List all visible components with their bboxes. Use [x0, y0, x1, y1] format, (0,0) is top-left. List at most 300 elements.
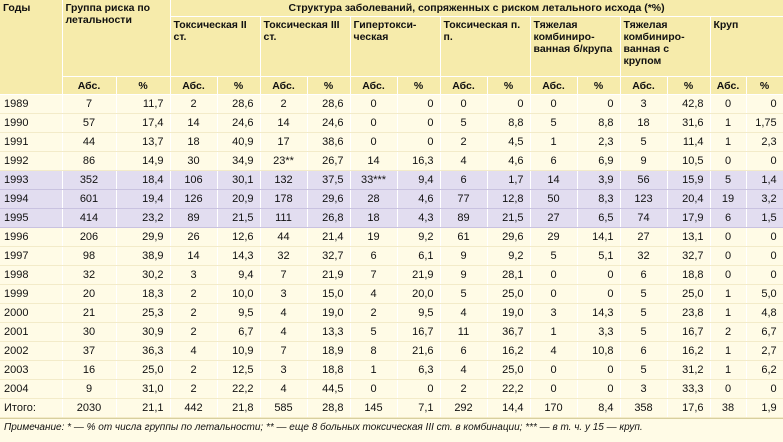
pct-cell: 1,7 — [487, 171, 530, 190]
abs-cell: 106 — [170, 171, 217, 190]
pct-cell: 14,3 — [217, 247, 260, 266]
abs-cell: 5 — [530, 247, 577, 266]
abs-cell: 4 — [440, 304, 487, 323]
pct-cell: 18,9 — [307, 342, 350, 361]
header-disease: Круп — [710, 17, 783, 77]
pct-cell: 0 — [487, 95, 530, 114]
pct-cell: 14,3 — [577, 304, 620, 323]
year-cell: 2004 — [0, 380, 62, 399]
header-pct: % — [746, 77, 783, 95]
pct-cell: 5,1 — [577, 247, 620, 266]
abs-cell: 32 — [62, 266, 116, 285]
pct-cell: 8,8 — [487, 114, 530, 133]
header-abs: Абс. — [440, 77, 487, 95]
header-abs: Абс. — [620, 77, 667, 95]
abs-cell: 5 — [440, 285, 487, 304]
header-abs: Абс. — [350, 77, 397, 95]
abs-cell: 4 — [260, 323, 307, 342]
pct-cell: 8,4 — [577, 399, 620, 418]
pct-cell: 29,9 — [116, 228, 170, 247]
abs-cell: 19 — [350, 228, 397, 247]
header-pct: % — [487, 77, 530, 95]
abs-cell: 0 — [530, 380, 577, 399]
abs-cell: 4 — [440, 152, 487, 171]
pct-cell: 18,8 — [667, 266, 710, 285]
table-row — [0, 380, 783, 399]
abs-cell: 1 — [710, 361, 746, 380]
abs-cell: 9 — [62, 380, 116, 399]
abs-cell: 2 — [170, 361, 217, 380]
pct-cell: 14,4 — [487, 399, 530, 418]
pct-cell: 21,5 — [217, 209, 260, 228]
abs-cell: 0 — [350, 95, 397, 114]
year-cell: 1991 — [0, 133, 62, 152]
pct-cell: 6,3 — [397, 361, 440, 380]
pct-cell: 11,7 — [116, 95, 170, 114]
pct-cell: 30,9 — [116, 323, 170, 342]
pct-cell: 21,4 — [307, 228, 350, 247]
pct-cell: 38,9 — [116, 247, 170, 266]
abs-cell: 9 — [440, 266, 487, 285]
abs-cell: 77 — [440, 190, 487, 209]
table-footnote: Примечание: * — % от числа группы по летальности; ** — еще 8 больных токсическая III ст. в комбинации; *** — в т. ч. у 15 — круп. — [0, 418, 783, 437]
pct-cell: 16,2 — [667, 342, 710, 361]
pct-cell: 0 — [577, 266, 620, 285]
abs-cell: 0 — [710, 95, 746, 114]
abs-cell: 442 — [170, 399, 217, 418]
pct-cell: 4,6 — [487, 152, 530, 171]
pct-cell: 9,2 — [487, 247, 530, 266]
pct-cell: 15,9 — [667, 171, 710, 190]
year-cell: Итого: — [0, 399, 62, 418]
abs-cell: 126 — [170, 190, 217, 209]
pct-cell: 34,9 — [217, 152, 260, 171]
abs-cell: 16 — [62, 361, 116, 380]
abs-cell: 0 — [530, 285, 577, 304]
abs-cell: 21 — [62, 304, 116, 323]
pct-cell: 12,8 — [487, 190, 530, 209]
pct-cell: 17,9 — [667, 209, 710, 228]
abs-cell: 98 — [62, 247, 116, 266]
pct-cell: 25,0 — [116, 361, 170, 380]
abs-cell: 4 — [530, 342, 577, 361]
pct-cell: 1,9 — [746, 399, 783, 418]
pct-cell: 4,5 — [487, 133, 530, 152]
table-row — [0, 95, 783, 114]
abs-cell: 5 — [620, 361, 667, 380]
header-structure: Структура заболеваний, сопряженных с риском летального исхода (*%) — [170, 0, 783, 17]
abs-cell: 0 — [710, 152, 746, 171]
table-row — [0, 266, 783, 285]
header-disease: Гипертокси-ческая — [350, 17, 440, 77]
pct-cell: 9,4 — [397, 171, 440, 190]
table-row — [0, 342, 783, 361]
pct-cell: 23,8 — [667, 304, 710, 323]
abs-cell: 6 — [710, 209, 746, 228]
pct-cell: 17,6 — [667, 399, 710, 418]
pct-cell: 18,4 — [116, 171, 170, 190]
abs-cell: 6 — [530, 152, 577, 171]
year-cell: 2003 — [0, 361, 62, 380]
abs-cell: 23** — [260, 152, 307, 171]
pct-cell: 18,8 — [307, 361, 350, 380]
abs-cell: 5 — [620, 304, 667, 323]
abs-cell: 7 — [62, 95, 116, 114]
pct-cell: 40,9 — [217, 133, 260, 152]
abs-cell: 33*** — [350, 171, 397, 190]
abs-cell: 2 — [170, 304, 217, 323]
abs-cell: 6 — [620, 342, 667, 361]
pct-cell: 13,7 — [116, 133, 170, 152]
pct-cell: 16,2 — [487, 342, 530, 361]
abs-cell: 1 — [530, 133, 577, 152]
header-disease: Тяжелая комбиниро-ванная с крупом — [620, 17, 710, 77]
pct-cell: 28,8 — [307, 399, 350, 418]
pct-cell: 8,8 — [577, 114, 620, 133]
abs-cell: 5 — [530, 114, 577, 133]
pct-cell: 29,6 — [487, 228, 530, 247]
abs-cell: 3 — [170, 266, 217, 285]
abs-cell: 18 — [350, 209, 397, 228]
abs-cell: 0 — [350, 380, 397, 399]
abs-cell: 32 — [620, 247, 667, 266]
header-abs: Абс. — [260, 77, 307, 95]
pct-cell: 21,5 — [487, 209, 530, 228]
abs-cell: 2 — [440, 380, 487, 399]
abs-cell: 89 — [440, 209, 487, 228]
header-abs: Абс. — [530, 77, 577, 95]
abs-cell: 57 — [62, 114, 116, 133]
header-pct: % — [667, 77, 710, 95]
pct-cell: 10,8 — [577, 342, 620, 361]
pct-cell: 24,6 — [307, 114, 350, 133]
abs-cell: 6 — [620, 266, 667, 285]
abs-cell: 1 — [710, 285, 746, 304]
pct-cell: 44,5 — [307, 380, 350, 399]
abs-cell: 352 — [62, 171, 116, 190]
abs-cell: 4 — [260, 380, 307, 399]
abs-cell: 111 — [260, 209, 307, 228]
abs-cell: 1 — [710, 133, 746, 152]
pct-cell: 1,75 — [746, 114, 783, 133]
abs-cell: 18 — [170, 133, 217, 152]
abs-cell: 4 — [350, 285, 397, 304]
abs-cell: 5 — [620, 133, 667, 152]
pct-cell: 30,2 — [116, 266, 170, 285]
pct-cell: 0 — [397, 95, 440, 114]
pct-cell: 31,0 — [116, 380, 170, 399]
table-row — [0, 114, 783, 133]
pct-cell: 36,7 — [487, 323, 530, 342]
pct-cell: 22,2 — [217, 380, 260, 399]
pct-cell: 18,3 — [116, 285, 170, 304]
pct-cell: 2,3 — [746, 133, 783, 152]
header-pct: % — [116, 77, 170, 95]
abs-cell: 14 — [170, 114, 217, 133]
pct-cell: 4,8 — [746, 304, 783, 323]
pct-cell: 0 — [577, 285, 620, 304]
table-row — [0, 133, 783, 152]
pct-cell: 22,2 — [487, 380, 530, 399]
table-body — [0, 95, 783, 418]
abs-cell: 206 — [62, 228, 116, 247]
abs-cell: 9 — [440, 247, 487, 266]
abs-cell: 585 — [260, 399, 307, 418]
pct-cell: 23,2 — [116, 209, 170, 228]
pct-cell: 14,1 — [577, 228, 620, 247]
header-pct: % — [397, 77, 440, 95]
abs-cell: 56 — [620, 171, 667, 190]
abs-cell: 2030 — [62, 399, 116, 418]
abs-cell: 5 — [620, 285, 667, 304]
header-risk-group: Группа риска по летальности — [62, 0, 170, 77]
abs-cell: 6 — [440, 342, 487, 361]
abs-cell: 292 — [440, 399, 487, 418]
abs-cell: 30 — [170, 152, 217, 171]
abs-cell: 2 — [170, 323, 217, 342]
pct-cell: 28,6 — [307, 95, 350, 114]
table-row — [0, 228, 783, 247]
abs-cell: 123 — [620, 190, 667, 209]
pct-cell: 8,3 — [577, 190, 620, 209]
abs-cell: 1 — [710, 304, 746, 323]
abs-cell: 32 — [260, 247, 307, 266]
abs-cell: 19 — [710, 190, 746, 209]
abs-cell: 0 — [440, 95, 487, 114]
abs-cell: 2 — [170, 95, 217, 114]
abs-cell: 2 — [350, 304, 397, 323]
pct-cell: 10,0 — [217, 285, 260, 304]
abs-cell: 0 — [530, 95, 577, 114]
pct-cell: 4,6 — [397, 190, 440, 209]
abs-cell: 14 — [170, 247, 217, 266]
pct-cell: 3,9 — [577, 171, 620, 190]
year-cell: 2000 — [0, 304, 62, 323]
abs-cell: 3 — [620, 95, 667, 114]
abs-cell: 4 — [170, 342, 217, 361]
pct-cell: 2,3 — [577, 133, 620, 152]
year-cell: 1999 — [0, 285, 62, 304]
abs-cell: 9 — [620, 152, 667, 171]
year-cell: 2001 — [0, 323, 62, 342]
pct-cell: 28,6 — [217, 95, 260, 114]
abs-cell: 5 — [350, 323, 397, 342]
abs-cell: 5 — [710, 171, 746, 190]
header-years: Годы — [0, 0, 62, 95]
year-cell: 1997 — [0, 247, 62, 266]
abs-cell: 18 — [620, 114, 667, 133]
pct-cell: 9,5 — [217, 304, 260, 323]
pct-cell: 19,0 — [307, 304, 350, 323]
pct-cell: 1,5 — [746, 209, 783, 228]
pct-cell: 42,8 — [667, 95, 710, 114]
abs-cell: 14 — [530, 171, 577, 190]
year-cell: 1989 — [0, 95, 62, 114]
abs-cell: 1 — [530, 323, 577, 342]
header-disease: Тяжелая комбиниро-ванная б/крупа — [530, 17, 620, 77]
table-row — [0, 361, 783, 380]
pct-cell: 21,6 — [397, 342, 440, 361]
abs-cell: 20 — [62, 285, 116, 304]
abs-cell: 1 — [350, 361, 397, 380]
abs-cell: 27 — [620, 228, 667, 247]
pct-cell: 0 — [577, 95, 620, 114]
pct-cell: 21,8 — [217, 399, 260, 418]
abs-cell: 28 — [350, 190, 397, 209]
abs-cell: 8 — [350, 342, 397, 361]
abs-cell: 3 — [530, 304, 577, 323]
pct-cell: 6,7 — [746, 323, 783, 342]
abs-cell: 601 — [62, 190, 116, 209]
abs-cell: 2 — [710, 323, 746, 342]
pct-cell: 13,3 — [307, 323, 350, 342]
year-cell: 2002 — [0, 342, 62, 361]
abs-cell: 30 — [62, 323, 116, 342]
pct-cell: 9,2 — [397, 228, 440, 247]
year-cell: 1993 — [0, 171, 62, 190]
header-pct: % — [217, 77, 260, 95]
pct-cell: 12,6 — [217, 228, 260, 247]
abs-cell: 38 — [710, 399, 746, 418]
abs-cell: 3 — [260, 361, 307, 380]
abs-cell: 1 — [710, 114, 746, 133]
pct-cell: 1,4 — [746, 171, 783, 190]
header-disease: Токсическая III ст. — [260, 17, 350, 77]
abs-cell: 5 — [440, 114, 487, 133]
header-pct: % — [577, 77, 620, 95]
table-row — [0, 304, 783, 323]
abs-cell: 74 — [620, 209, 667, 228]
pct-cell: 6,5 — [577, 209, 620, 228]
pct-cell: 6,9 — [577, 152, 620, 171]
header-disease: Токсическая п. п. — [440, 17, 530, 77]
abs-cell: 27 — [530, 209, 577, 228]
header-pct: % — [307, 77, 350, 95]
pct-cell: 0 — [397, 380, 440, 399]
abs-cell: 5 — [620, 323, 667, 342]
pct-cell: 0 — [746, 228, 783, 247]
table-row — [0, 152, 783, 171]
pct-cell: 0 — [577, 361, 620, 380]
table-row — [0, 190, 783, 209]
year-cell: 1995 — [0, 209, 62, 228]
pct-cell: 16,7 — [667, 323, 710, 342]
pct-cell: 3,3 — [577, 323, 620, 342]
pct-cell: 25,3 — [116, 304, 170, 323]
header-abs: Абс. — [170, 77, 217, 95]
pct-cell: 26,7 — [307, 152, 350, 171]
pct-cell: 5,0 — [746, 285, 783, 304]
abs-cell: 2 — [170, 380, 217, 399]
abs-cell: 1 — [710, 342, 746, 361]
pct-cell: 2,7 — [746, 342, 783, 361]
abs-cell: 17 — [260, 133, 307, 152]
abs-cell: 4 — [260, 304, 307, 323]
abs-cell: 0 — [710, 247, 746, 266]
abs-cell: 86 — [62, 152, 116, 171]
pct-cell: 0 — [746, 266, 783, 285]
pct-cell: 0 — [746, 152, 783, 171]
abs-cell: 44 — [260, 228, 307, 247]
header-abs: Абс. — [710, 77, 746, 95]
abs-cell: 132 — [260, 171, 307, 190]
abs-cell: 414 — [62, 209, 116, 228]
pct-cell: 0 — [746, 95, 783, 114]
abs-cell: 3 — [620, 380, 667, 399]
abs-cell: 4 — [440, 361, 487, 380]
pct-cell: 0 — [397, 114, 440, 133]
pct-cell: 32,7 — [667, 247, 710, 266]
abs-cell: 358 — [620, 399, 667, 418]
abs-cell: 14 — [260, 114, 307, 133]
pct-cell: 19,4 — [116, 190, 170, 209]
abs-cell: 0 — [710, 266, 746, 285]
abs-cell: 89 — [170, 209, 217, 228]
abs-cell: 145 — [350, 399, 397, 418]
table-row — [0, 399, 783, 418]
abs-cell: 7 — [260, 266, 307, 285]
pct-cell: 21,1 — [116, 399, 170, 418]
abs-cell: 61 — [440, 228, 487, 247]
pct-cell: 9,4 — [217, 266, 260, 285]
abs-cell: 37 — [62, 342, 116, 361]
abs-cell: 11 — [440, 323, 487, 342]
abs-cell: 50 — [530, 190, 577, 209]
pct-cell: 25,0 — [487, 361, 530, 380]
pct-cell: 17,4 — [116, 114, 170, 133]
pct-cell: 3,2 — [746, 190, 783, 209]
pct-cell: 20,4 — [667, 190, 710, 209]
year-cell: 1994 — [0, 190, 62, 209]
header-abs: Абс. — [62, 77, 116, 95]
pct-cell: 33,3 — [667, 380, 710, 399]
pct-cell: 38,6 — [307, 133, 350, 152]
pct-cell: 20,0 — [397, 285, 440, 304]
table-row — [0, 171, 783, 190]
table-row — [0, 323, 783, 342]
abs-cell: 6 — [350, 247, 397, 266]
pct-cell: 28,1 — [487, 266, 530, 285]
pct-cell: 4,3 — [397, 209, 440, 228]
pct-cell: 20,9 — [217, 190, 260, 209]
pct-cell: 25,0 — [667, 285, 710, 304]
pct-cell: 10,9 — [217, 342, 260, 361]
pct-cell: 31,6 — [667, 114, 710, 133]
pct-cell: 13,1 — [667, 228, 710, 247]
pct-cell: 6,7 — [217, 323, 260, 342]
abs-cell: 0 — [710, 380, 746, 399]
pct-cell: 24,6 — [217, 114, 260, 133]
pct-cell: 14,9 — [116, 152, 170, 171]
pct-cell: 26,8 — [307, 209, 350, 228]
abs-cell: 0 — [530, 361, 577, 380]
pct-cell: 16,3 — [397, 152, 440, 171]
pct-cell: 10,5 — [667, 152, 710, 171]
pct-cell: 11,4 — [667, 133, 710, 152]
year-cell: 1996 — [0, 228, 62, 247]
abs-cell: 26 — [170, 228, 217, 247]
abs-cell: 170 — [530, 399, 577, 418]
pct-cell: 25,0 — [487, 285, 530, 304]
pct-cell: 36,3 — [116, 342, 170, 361]
pct-cell: 21,9 — [307, 266, 350, 285]
abs-cell: 2 — [170, 285, 217, 304]
pct-cell: 6,1 — [397, 247, 440, 266]
pct-cell: 30,1 — [217, 171, 260, 190]
pct-cell: 7,1 — [397, 399, 440, 418]
table-row — [0, 247, 783, 266]
abs-cell: 0 — [530, 266, 577, 285]
